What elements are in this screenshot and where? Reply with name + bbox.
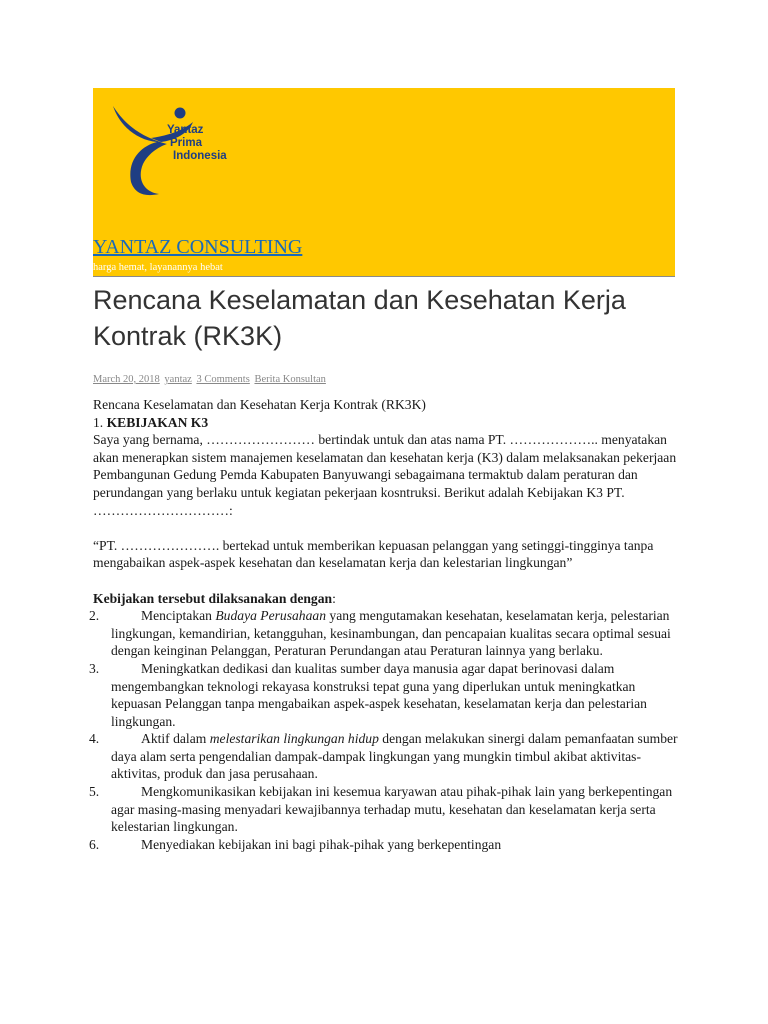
list-item-number: 6. (89, 836, 100, 852)
list-heading (93, 590, 678, 608)
company-logo[interactable] (105, 102, 245, 197)
post-date-link[interactable]: March 20, 2018 (93, 374, 160, 385)
site-header (93, 88, 675, 276)
list-item (89, 607, 678, 660)
list-item-text: Menciptakan (141, 608, 216, 624)
site-tagline: harga hemat, layanannya hebat (93, 262, 223, 273)
list-item-emphasis: Budaya Perusahaan (215, 608, 326, 624)
list-item-text: Meningkatkan dedikasi dan kualitas sumber daya manusia agar dapat berinovasi dalam mengembangkan teknologi rekayasa konstruksi tepat guna yang diperlukan untuk meningkatkan kepuasan Pelanggan tanpa mengabaikan aspek-aspek kesehatan, keselamatan kerja dan pelestarian lingkungan. (111, 660, 647, 729)
list-item (89, 730, 678, 783)
logo-line-1: Yantaz (167, 124, 204, 136)
logo-text (167, 124, 227, 163)
spacer (93, 519, 678, 537)
policy-quote: “PT. …………………. bertekad untuk memberikan kepuasan pelanggan yang setinggi-tingginya tanpa mengabaikan aspek-aspek kesehatan dan keselamatan kerja dan kelestarian lingkungan” (93, 537, 654, 571)
list-item (89, 660, 678, 730)
post-subtitle: Rencana Keselamatan dan Kesehatan Kerja Kontrak (RK3K) (93, 397, 426, 412)
post-title: Rencana Keselamatan dan Kesehatan Kerja Kontrak (RK3K) (93, 285, 626, 351)
post-author-link[interactable]: yantaz (164, 374, 192, 385)
post-content (89, 396, 678, 853)
list-item-text: Menyediakan kebijakan ini bagi pihak-pihak yang berkepentingan (141, 836, 502, 852)
list-item-text-rest: yang mengutamakan kesehatan, keselamatan kerja, pelestarian lingkungan, kemandirian, ketangguhan, kesinambungan, dan pencapaian kualitas secara optimal sesuai dengan keinginan Pelanggan, Peraturan Perundangan atau Peraturan lainnya yang berlaku. (111, 608, 671, 659)
list-item (89, 836, 678, 854)
site-title-link[interactable]: YANTAZ CONSULTING (93, 236, 303, 258)
section-number: 1. (93, 414, 107, 430)
list-item-number: 3. (89, 660, 100, 676)
section-heading (93, 414, 678, 432)
logo-line-2: Prima (170, 137, 202, 149)
header-divider (93, 276, 675, 277)
list-item (89, 783, 678, 836)
list-item-text: Aktif dalam (141, 731, 210, 747)
list-item-text-rest: dengan melakukan sinergi dalam pemanfaatan sumber daya alam serta pengendalian dampak-dampak lingkungan yang mungkin timbul akibat aktivitas-aktivitas, produk dan jasa perusahaan. (111, 731, 678, 782)
policy-list (89, 607, 678, 853)
post-meta (93, 374, 328, 385)
list-item-emphasis: melestarikan lingkungan hidup (209, 731, 379, 747)
list-heading-text: Kebijakan tersebut dilaksanakan dengan (93, 590, 333, 606)
list-heading-colon: : (332, 590, 336, 606)
logo-line-3: Indonesia (173, 150, 227, 162)
section-title: KEBIJAKAN K3 (106, 414, 209, 430)
post-category-link[interactable]: Berita Konsultan (254, 374, 326, 385)
list-item-number: 5. (89, 784, 100, 800)
list-item-number: 2. (89, 608, 100, 624)
post-comments-link[interactable]: 3 Comments (196, 374, 250, 385)
list-item-number: 4. (89, 731, 100, 747)
intro-paragraph: Saya yang bernama, …………………… bertindak untuk dan atas nama PT. ……………….. menyatakan akan menerapkan sistem manajemen keselamatan dan kesehatan kerja (K3) dalam melaksanakan pekerjaan Pembangunan Gedung Pemda Kabupaten Banyuwangi sebagaimana termaktub dalam peraturan dan perundangan yang berlaku untuk kegiatan pekerjaan kosntruksi. Berikut adalah Kebijakan K3 PT. …………………………: (93, 432, 677, 518)
list-item-text: Mengkomunikasikan kebijakan ini kesemua karyawan atau pihak-pihak lain yang berkepentingan agar masing-masing menyadari kewajibannya terhadap mutu, kesehatan dan keselamatan kerja serta kelestarian lingkungan. (111, 784, 673, 835)
spacer (93, 572, 678, 590)
